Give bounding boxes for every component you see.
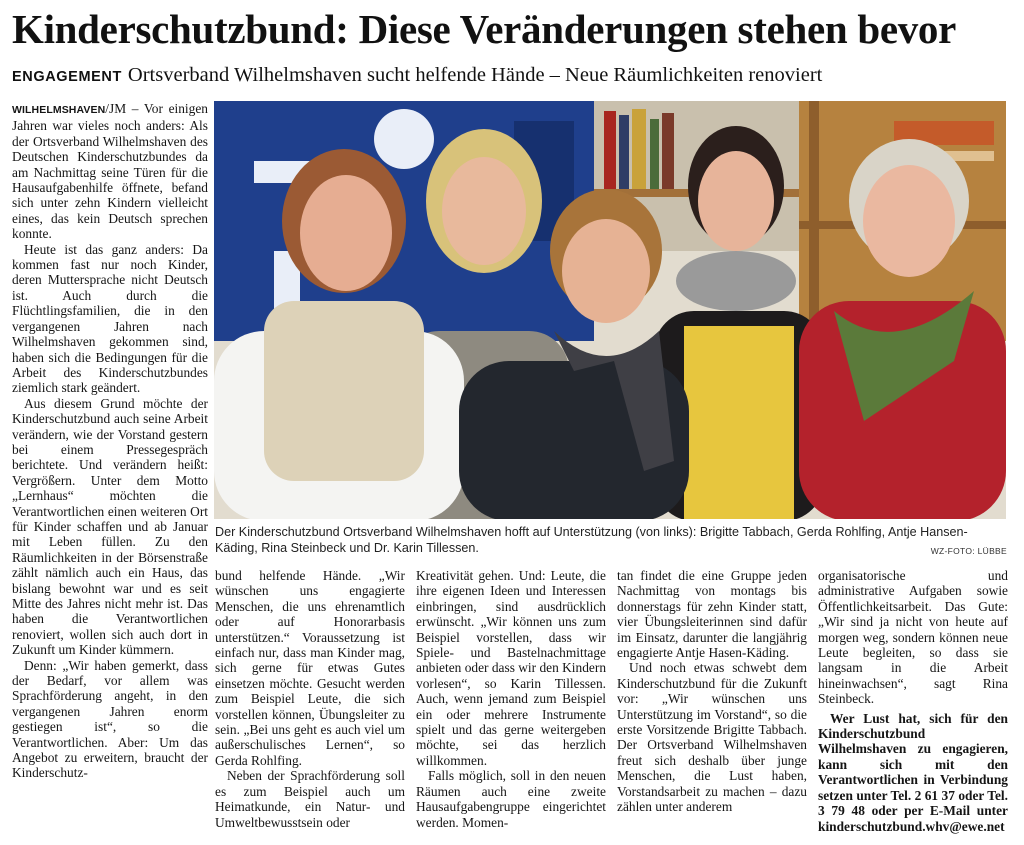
article-column-1 — [12, 101, 208, 838]
author-tag: /JM — [105, 101, 127, 116]
paragraph: Denn: „Wir haben gemerkt, dass der Bedarf, vor allem was Sprachförderung angeht, in den vergangenen Jahren enorm gestiegen ist“, so die Verantwortlichen. Aber: Um das Angebot zu erweitern, braucht der Kinderschutz- — [12, 657, 208, 781]
photo-caption: Der Kinderschutzbund Ortsverband Wilhelmshaven hofft auf Unterstützung (von links): Brigitte Tabbach, Gerda Rohlfing, Antje Hansen-Käding, Rina Steinbeck und Dr. Karin Tillessen. — [215, 525, 968, 555]
paragraph: tan findet die eine Gruppe jeden Nachmittag von montags bis donnerstags für zehn Kinder statt, vier Übungsleiterinnen sind dafür im Einsatz, darunter die langjährig engagierte Antje Hasen-Käding. — [617, 568, 807, 661]
paragraph: Aus diesem Grund möchte der Kinderschutzbund auch seine Arbeit verändern, wie der Vorstand gestern bei einem Pressegespräch berichtete. Und verändern heißt: Vergrößern. Unter dem Motto „Lernhaus“ möchten die Verantwortlichen einen weiteren Ort für Kinder schaffen und ab Januar mit Leben füllen. Zu den Räumlichkeiten in der Börsenstraße zählt nämlich auch ein Haus, das bislang bewohnt war und es seit Mitte des Jahres nicht mehr ist. Das haben die Verantwortlichen renoviert, wollen sich auch dort in Zukunft um Kinder kümmern. — [12, 395, 208, 658]
paragraph — [12, 101, 208, 242]
paragraph: Heute ist das ganz anders: Da kommen fast nur noch Kinder, deren Muttersprache nicht Deutsch ist. Auch durch die Flüchtlingsfamilien, die in den vergangenen Jahren nach Wilhelmshaven gekommen sind, haben sich die Bedingungen für die Arbeit des Kinderschutzbundes ziemlich stark geändert. — [12, 241, 208, 396]
photo-credit: WZ-FOTO: LÜBBE — [930, 546, 1007, 556]
article-column-3 — [416, 568, 606, 838]
paragraph: Falls möglich, soll in den neuen Räumen auch eine zweite Hausaufgabengruppe eingerichtet werden. Momen- — [416, 768, 606, 830]
paragraph: organisatorische und administrative Aufgaben sowie Öffentlichkeitsarbeit. Das Gute: „Wir sind ja nicht von heute auf morgen weg, sondern können neue Leute begleiten, so dass sie langsam in die Arbeit hineinwachsen“, sagt Rina Steinbeck. — [818, 568, 1008, 707]
article-column-2 — [215, 568, 405, 838]
kicker-label: ENGAGEMENT — [12, 69, 122, 85]
subheadline: Ortsverband Wilhelmshaven sucht helfende Hände – Neue Räumlichkeiten renoviert — [127, 64, 823, 86]
dateline: WILHELMSHAVEN — [12, 104, 106, 116]
group-photo — [214, 101, 1006, 519]
paragraph: bund helfende Hände. „Wir wünschen uns engagierte Menschen, die uns ehrenamtlich oder auf Honorarbasis unterstützen.“ Voraussetzung ist einfach nur, dass man Kinder mag, sich gerne für etwas Gutes einsetzen möchte. Gesucht werden zum Beispiel Leute, die sich vorstellen können, Übungsleiter zu sein. „Bei uns geht es auch viel um außerschulisches Lernen“, so Gerda Rohlfing. — [215, 568, 405, 768]
headline: Kinderschutzbund: Diese Veränderungen stehen bevor — [12, 6, 957, 52]
contact-info: Wer Lust hat, sich für den Kinderschutzbund Wilhelmshaven zu engagieren, kann sich mit den Verantwortlichen in Verbindung setzen unter Tel. 2 61 37 oder Tel. 3 79 48 oder per E-Mail unter kinderschutzbund.whv@ewe.net — [818, 710, 1008, 834]
article-column-4 — [617, 568, 807, 838]
paragraph: Und noch etwas schwebt dem Kinderschutzbund für die Zukunft vor: „Wir wünschen uns Unterstützung im Vorstand“, so die erste Vorsitzende Brigitte Tabbach. Der Ortsverband Wilhelmshaven freut sich deshalb über junge Menschen, die Lust haben, Vorstandsarbeit zu machen – dazu zählen unter anderem — [617, 660, 807, 815]
paragraph-text: – Vor einigen Jahren war vieles noch anders: Als der Ortsverband Wilhelmshaven des Deutschen Kinderschutzbundes da am Nachmittag seine Türen für die Hausaufgabenhilfe öffnete, befand sich unter zehn Kindern vielleicht eines, das kein Deutsch sprechen konnte. — [12, 101, 208, 242]
paragraph: Neben der Sprachförderung soll es zum Beispiel auch um Heimatkunde, ein Natur- und Umweltbewusstsein oder — [215, 768, 405, 830]
subheadline-row — [12, 62, 1012, 90]
article-column-5 — [818, 568, 1008, 838]
paragraph: Kreativität gehen. Und: Leute, die ihre eigenen Ideen und Interessen einbringen, sind ausdrücklich erwünscht. „Wir können uns zum Beispiel vorstellen, dass wir Spiele- und Bastelnachmittage anbieten oder dass wir den Kindern vorlesen“, so Karin Tillessen. Auch, wenn jemand zum Beispiel ein oder mehrere Instrumente spielt und das gerne weitergeben möchte, sei das herzlich willkommen. — [416, 568, 606, 768]
